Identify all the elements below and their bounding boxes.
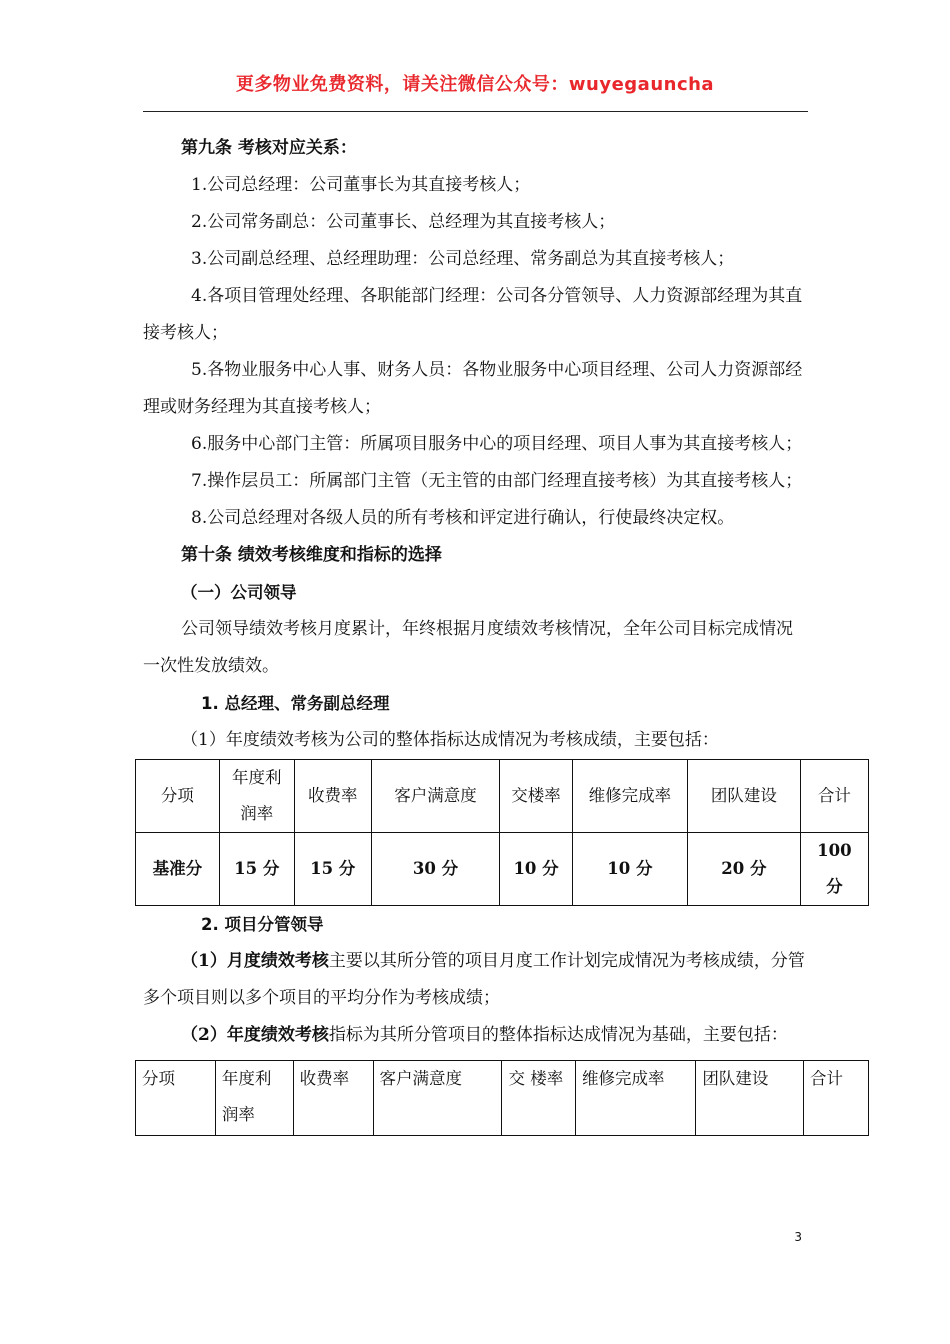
table-cell: 分项 <box>136 760 220 833</box>
table-cell: 合计 <box>800 760 868 833</box>
monthly-assessment <box>143 943 808 1017</box>
header-divider <box>143 111 808 112</box>
table-cell: 15 分 <box>294 833 371 906</box>
article9-item-6: 6.服务中心部门主管：所属项目服务中心的项目经理、项目人事为其直接考核人； <box>191 434 803 454</box>
annual-label: （2）年度绩效考核 <box>181 1025 329 1045</box>
table-cell: 10 分 <box>500 833 573 906</box>
score-table-project-leaders <box>135 1060 869 1136</box>
article9-item-8: 8.公司总经理对各级人员的所有考核和评定进行确认，行使最终决定权。 <box>191 508 735 528</box>
table-score-row <box>136 833 869 906</box>
sub1-title: 1. 总经理、常务副总经理 <box>201 694 390 713</box>
article9-item-1: 1.公司总经理：公司董事长为其直接考核人； <box>191 175 531 195</box>
score-table-gm <box>135 759 869 906</box>
table-cell: 15 分 <box>219 833 294 906</box>
table-cell: 30 分 <box>371 833 499 906</box>
header-promo-text: 更多物业免费资料，请关注微信公众号：wuyegauncha <box>235 74 715 95</box>
article9-item-3: 3.公司副总经理、总经理助理：公司总经理、常务副总为其直接考核人； <box>191 249 735 269</box>
annual-assessment <box>143 1017 808 1054</box>
article10-title: 第十条 绩效考核维度和指标的选择 <box>181 545 442 565</box>
article9-title: 第九条 考核对应关系： <box>181 138 357 158</box>
leaders-intro: 公司领导绩效考核月度累计，年终根据月度绩效考核情况，全年公司目标完成情况一次性发放绩效。 <box>143 619 793 676</box>
sub2-title: 2. 项目分管领导 <box>201 915 324 934</box>
article9-item-7: 7.操作层员工：所属部门主管（无主管的由部门经理直接考核）为其直接考核人； <box>191 471 803 491</box>
page-number: 3 <box>794 1230 802 1244</box>
table-cell: 收费率 <box>294 760 371 833</box>
document-body <box>142 130 852 1136</box>
monthly-label: （1）月度绩效考核 <box>181 951 329 971</box>
article9-item-2: 2.公司常务副总：公司董事长、总经理为其直接考核人； <box>191 212 616 232</box>
table-cell: 合计 <box>803 1061 868 1136</box>
table-cell: 100 分 <box>800 833 868 906</box>
table-cell: 维修完成率 <box>572 760 687 833</box>
article9-item-4: 4.各项目管理处经理、各职能部门经理：公司各分管领导、人力资源部经理为其直接考核人； <box>143 286 803 343</box>
table-cell: 年度利润率 <box>219 760 294 833</box>
article9-item-5: 5.各物业服务中心人事、财务人员：各物业服务中心项目经理、公司人力资源部经理或财务经理为其直接考核人； <box>143 360 803 417</box>
table-cell: 客户满意度 <box>373 1061 502 1136</box>
table-cell: 维修完成率 <box>575 1061 695 1136</box>
table-header-row <box>136 1061 869 1136</box>
annual-text: 指标为其所分管项目的整体指标达成情况为基础，主要包括： <box>328 1025 788 1045</box>
sub1-desc: （1）年度绩效考核为公司的整体指标达成情况为考核成绩，主要包括： <box>181 730 719 750</box>
table-cell: 团队建设 <box>696 1061 804 1136</box>
table-cell: 客户满意度 <box>371 760 499 833</box>
table-cell: 基准分 <box>136 833 220 906</box>
table-cell: 年度利润率 <box>215 1061 293 1136</box>
table-cell: 收费率 <box>293 1061 373 1136</box>
table-cell: 10 分 <box>572 833 687 906</box>
table-cell: 分项 <box>136 1061 216 1136</box>
table-cell: 团队建设 <box>687 760 800 833</box>
section-company-leaders: （一）公司领导 <box>181 583 297 602</box>
table-cell: 交楼率 <box>500 760 573 833</box>
table-cell: 交 楼率 <box>502 1061 576 1136</box>
table-header-row <box>136 760 869 833</box>
monthly-text: 主要以其所分管的项目月度工作计划完成情况为考核成绩，分管多个项目则以多个项目的平均分作为考核成绩； <box>143 951 805 1008</box>
table-cell: 20 分 <box>687 833 800 906</box>
